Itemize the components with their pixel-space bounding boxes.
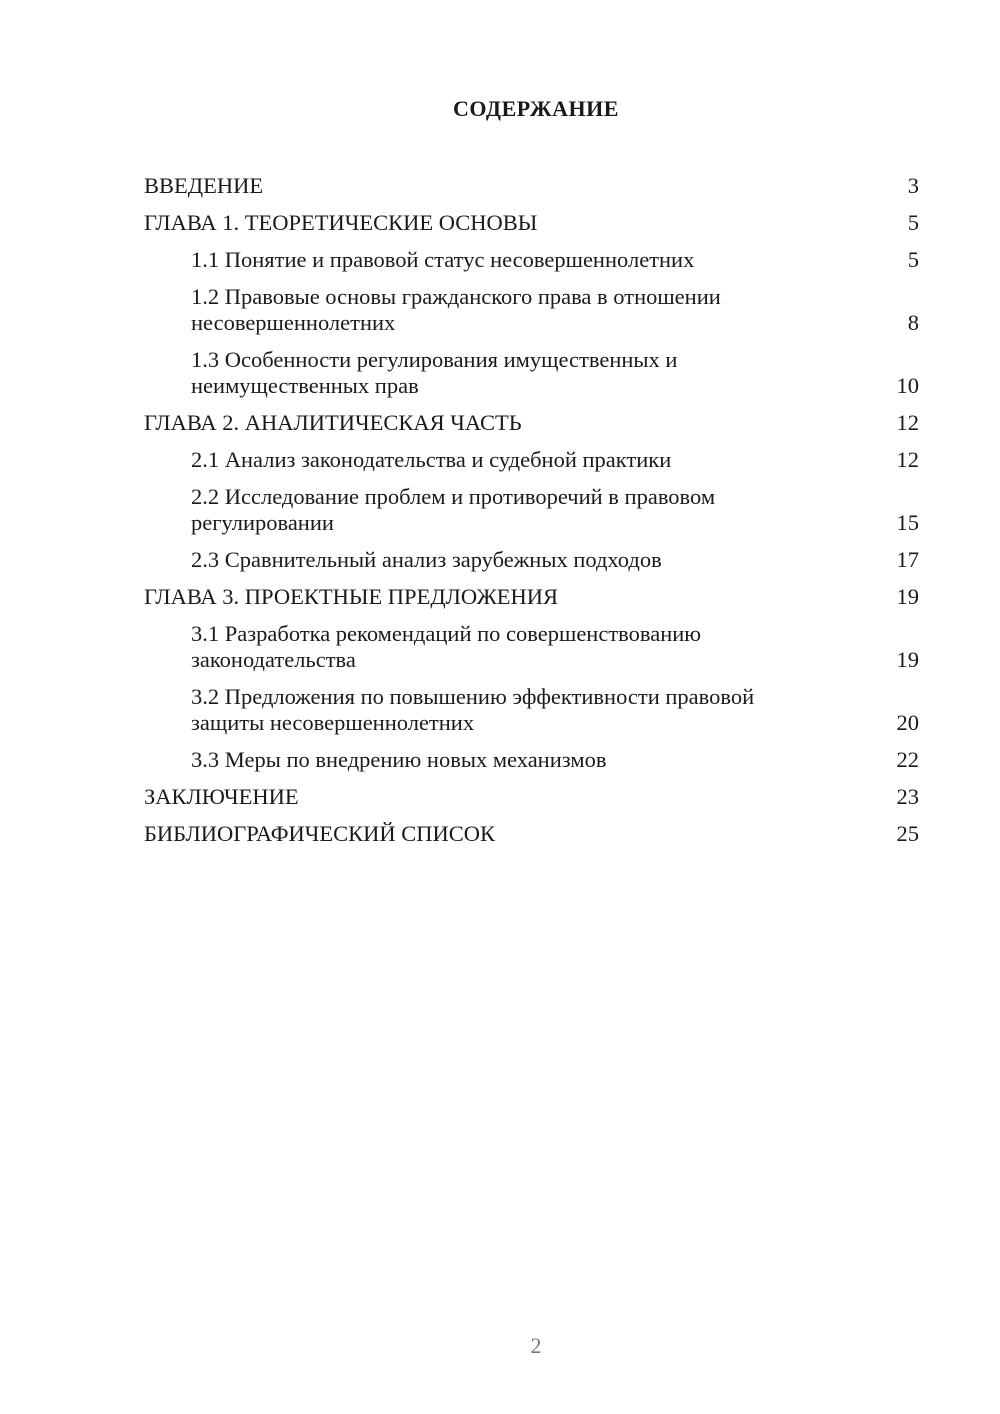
toc-entry-label: ГЛАВА 1. ТЕОРЕТИЧЕСКИЕ ОСНОВЫ (144, 210, 538, 235)
toc-entry-label: 3.3 Меры по внедрению новых механизмов (191, 747, 607, 772)
toc-entry-page: 15 (896, 510, 919, 535)
toc-entry-label: ВВЕДЕНИЕ (144, 173, 264, 198)
toc-entry-label: 3.2 Предложения по повышению эффективности правовой защиты несовершеннолетних (191, 684, 755, 735)
toc-entry-page: 19 (896, 647, 919, 672)
toc-entry-label: ЗАКЛЮЧЕНИЕ (144, 784, 299, 809)
toc-entry-page: 17 (896, 547, 919, 572)
toc-entry-page: 3 (907, 173, 919, 198)
page-title: СОДЕРЖАНИЕ (453, 96, 619, 121)
toc-entry-page: 20 (896, 710, 919, 735)
page-number: 2 (530, 1333, 542, 1358)
toc-entry-label: ГЛАВА 3. ПРОЕКТНЫЕ ПРЕДЛОЖЕНИЯ (144, 584, 559, 609)
toc-entry-conclusion[interactable] (144, 779, 919, 816)
toc-entry-page: 23 (896, 784, 919, 809)
toc-entry-section-3-1[interactable] (144, 616, 919, 679)
toc-entry-label: 1.3 Особенности регулирования имущественных и неимущественных прав (191, 347, 678, 398)
toc-entry-label: 1.1 Понятие и правовой статус несовершеннолетних (191, 247, 695, 272)
toc-entry-section-1-3[interactable] (144, 342, 919, 405)
toc-entry-section-1-2[interactable] (144, 279, 919, 342)
toc-entry-label: 2.1 Анализ законодательства и судебной практики (191, 447, 672, 472)
toc-entry-page: 12 (896, 447, 919, 472)
toc-entry-section-2-2[interactable] (144, 479, 919, 542)
toc-entry-page: 12 (896, 410, 919, 435)
toc-entry-page: 19 (896, 584, 919, 609)
toc-entry-bibliography[interactable] (144, 816, 919, 853)
toc-entry-label: БИБЛИОГРАФИЧЕСКИЙ СПИСОК (144, 821, 496, 846)
toc-entry-page: 5 (907, 210, 919, 235)
toc-entry-label: 1.2 Правовые основы гражданского права в отношении несовершеннолетних (191, 284, 721, 335)
table-of-contents (144, 168, 919, 853)
toc-entry-section-2-3[interactable] (144, 542, 919, 579)
toc-entry-label: ГЛАВА 2. АНАЛИТИЧЕСКАЯ ЧАСТЬ (144, 410, 522, 435)
toc-entry-label: 3.1 Разработка рекомендаций по совершенствованию законодательства (191, 621, 702, 672)
toc-entry-label: 2.2 Исследование проблем и противоречий в правовом регулировании (191, 484, 716, 535)
toc-entry-page: 10 (896, 373, 919, 398)
toc-entry-section-1-1[interactable] (144, 242, 919, 279)
toc-entry-section-2-1[interactable] (144, 442, 919, 479)
toc-entry-chapter-1[interactable] (144, 205, 919, 242)
toc-entry-section-3-2[interactable] (144, 679, 919, 742)
toc-entry-page: 22 (896, 747, 919, 772)
toc-entry-label: 2.3 Сравнительный анализ зарубежных подходов (191, 547, 662, 572)
toc-entry-chapter-2[interactable] (144, 405, 919, 442)
toc-entry-introduction[interactable] (144, 168, 919, 205)
toc-entry-section-3-3[interactable] (144, 742, 919, 779)
toc-entry-page: 5 (907, 247, 919, 272)
toc-entry-page: 8 (907, 310, 919, 335)
toc-entry-chapter-3[interactable] (144, 579, 919, 616)
toc-entry-page: 25 (896, 821, 919, 846)
